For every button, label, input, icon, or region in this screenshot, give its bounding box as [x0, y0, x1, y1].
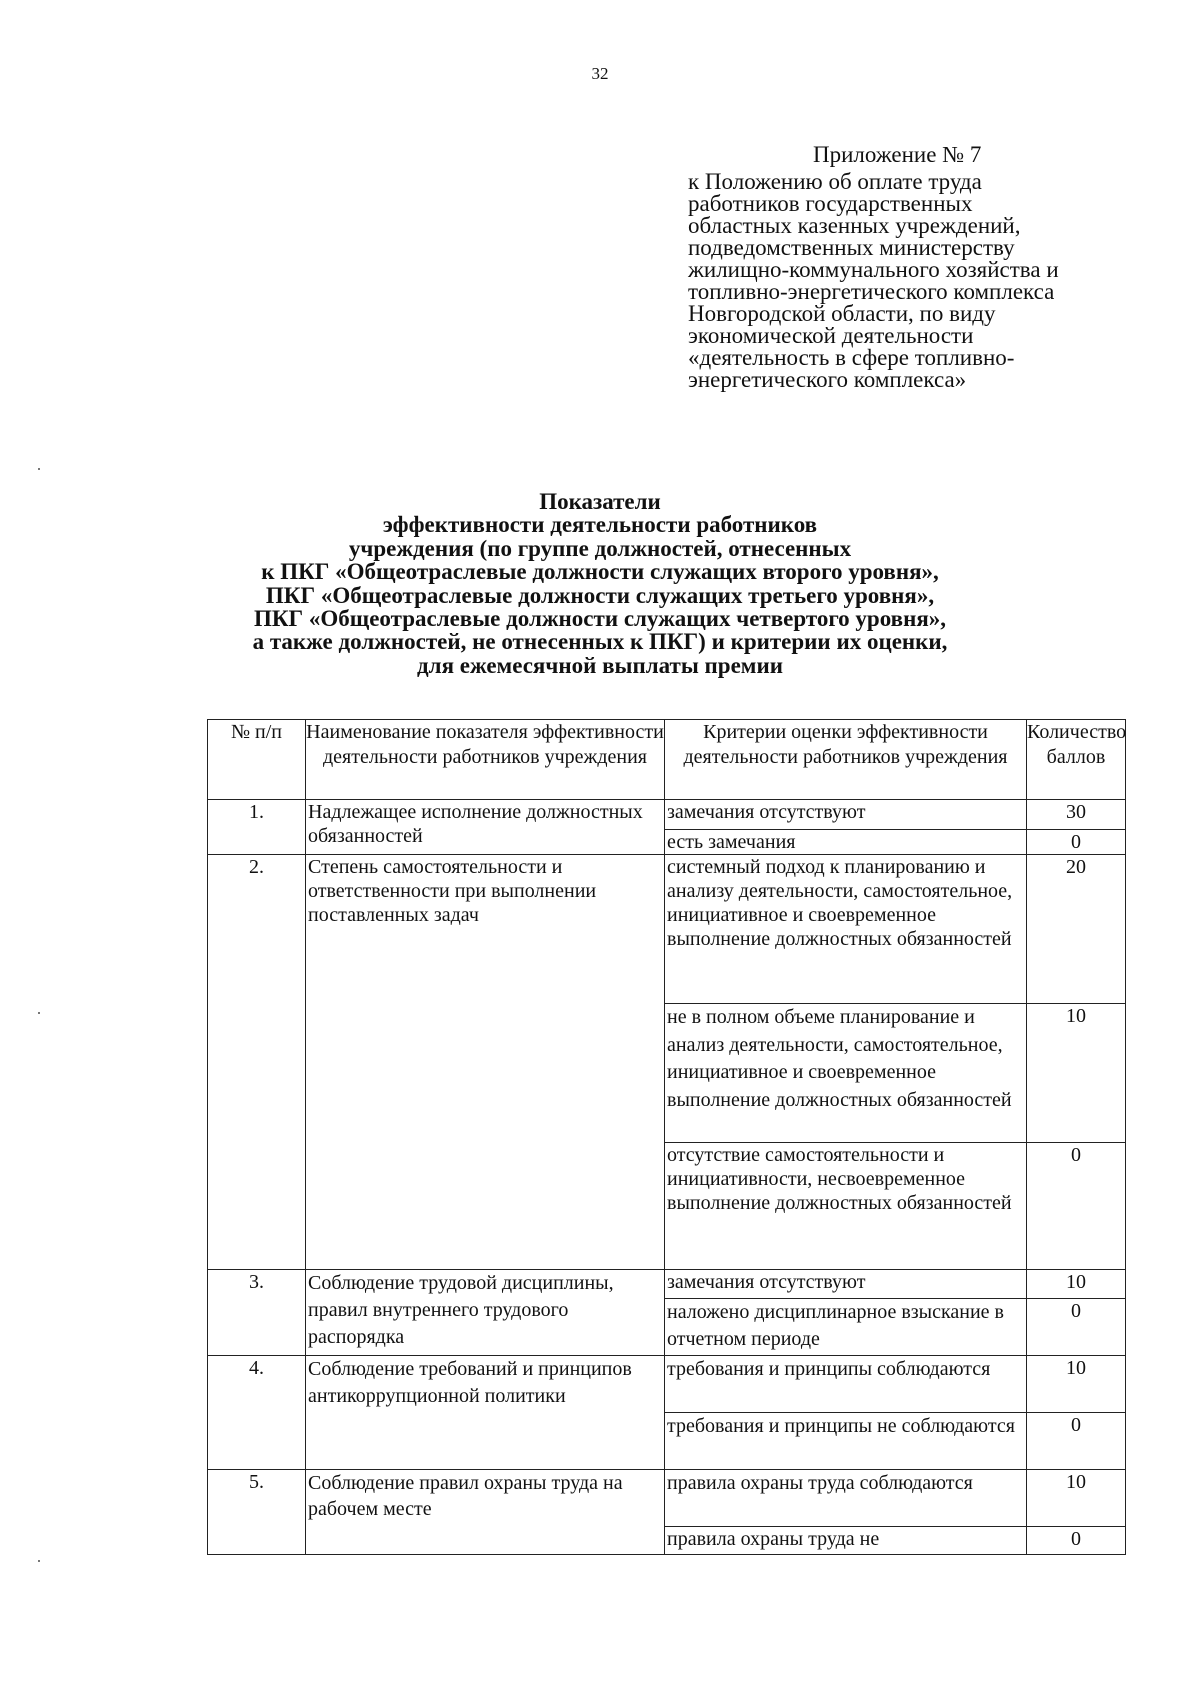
row-number: 1.: [208, 800, 306, 855]
table-row: [208, 1356, 1126, 1413]
points-cell: 0: [1027, 1413, 1126, 1470]
title-line: для ежемесячной выплаты премии: [417, 652, 783, 678]
title-line: учреждения (по группе должностей, отнесенных: [348, 535, 852, 561]
header-points: Количество баллов: [1027, 720, 1126, 800]
points-cell: 0: [1027, 830, 1126, 855]
document-title: [0, 490, 1200, 677]
criterion-cell: есть замечания: [665, 830, 1027, 855]
margin-mark: [38, 468, 40, 470]
points-cell: 30: [1027, 800, 1126, 830]
table-row: [208, 1470, 1126, 1527]
points-cell: 10: [1027, 1004, 1126, 1143]
points-cell: 0: [1027, 1143, 1126, 1270]
criterion-cell: системный подход к планированию и анализу деятельности, самостоятельное, инициативное и своевременное выполнение должностных обязанностей: [665, 855, 1027, 1004]
title-line: ПКГ «Общеотраслевые должности служащих третьего уровня»,: [265, 582, 935, 608]
appendix-line: работников государственных: [688, 191, 973, 216]
page-number: 32: [591, 64, 609, 83]
appendix-title: Приложение № 7: [813, 142, 982, 167]
row-number: 3.: [208, 1270, 306, 1356]
indicator-cell: Степень самостоятельности и ответственности при выполнении поставленных задач: [306, 855, 665, 1270]
points-cell: 0: [1027, 1299, 1126, 1356]
criterion-cell: требования и принципы соблюдаются: [665, 1356, 1027, 1413]
appendix-line: областных казенных учреждений,: [688, 213, 1021, 238]
appendix-line: Новгородской области, по виду: [688, 301, 996, 326]
table-row: [208, 800, 1126, 830]
criterion-cell: правила охраны труда не: [665, 1527, 1027, 1555]
title-line: к ПКГ «Общеотраслевые должности служащих второго уровня»,: [261, 559, 939, 585]
criterion-cell: требования и принципы не соблюдаются: [665, 1413, 1027, 1470]
margin-mark: [38, 1560, 40, 1562]
points-cell: 10: [1027, 1270, 1126, 1299]
row-number: 4.: [208, 1356, 306, 1470]
title-line: а также должностей, не отнесенных к ПКГ) и критерии их оценки,: [252, 629, 948, 655]
header-indicator: Наименование показателя эффективности деятельности работников учреждения: [306, 720, 665, 800]
criterion-cell: замечания отсутствуют: [665, 800, 1027, 830]
table-header-row: [208, 720, 1126, 800]
points-cell: 20: [1027, 855, 1126, 1004]
appendix-line: подведомственных министерству: [688, 235, 1015, 260]
title-line: ПКГ «Общеотраслевые должности служащих четвертого уровня»,: [253, 606, 947, 632]
indicator-cell: Надлежащее исполнение должностных обязанностей: [306, 800, 665, 855]
table-row: [208, 855, 1126, 1004]
criterion-cell: замечания отсутствуют: [665, 1270, 1027, 1299]
appendix-line: «деятельность в сфере топливно-: [688, 345, 1015, 370]
points-cell: 10: [1027, 1470, 1126, 1527]
indicator-cell: Соблюдение требований и принципов антикоррупционной политики: [306, 1356, 665, 1470]
title-line: эффективности деятельности работников: [382, 512, 818, 538]
row-number: 5.: [208, 1470, 306, 1555]
header-num: № п/п: [208, 720, 306, 800]
row-number: 2.: [208, 855, 306, 1270]
criterion-cell: отсутствие самостоятельности и инициативности, несвоевременное выполнение должностных обязанностей: [665, 1143, 1027, 1270]
title-line: Показатели: [539, 489, 661, 514]
criteria-table: [207, 719, 1126, 1555]
margin-mark: [38, 1012, 40, 1014]
table-row: [208, 1270, 1126, 1299]
points-cell: 0: [1027, 1527, 1126, 1555]
indicator-cell: Соблюдение правил охраны труда на рабочем месте: [306, 1470, 665, 1555]
criterion-cell: не в полном объеме планирование и анализ деятельности, самостоятельное, инициативное и своевременное выполнение должностных обязанностей: [665, 1004, 1027, 1143]
header-criteria: Критерии оценки эффективности деятельности работников учреждения: [665, 720, 1027, 800]
indicator-cell: Соблюдение трудовой дисциплины, правил внутреннего трудового распорядка: [306, 1270, 665, 1356]
points-cell: 10: [1027, 1356, 1126, 1413]
appendix-description: [688, 171, 1188, 391]
appendix-line: экономической деятельности: [688, 323, 974, 348]
appendix-line: топливно-энергетического комплекса: [688, 279, 1055, 304]
criterion-cell: наложено дисциплинарное взыскание в отчетном периоде: [665, 1299, 1027, 1356]
criterion-cell: правила охраны труда соблюдаются: [665, 1470, 1027, 1527]
appendix-line: жилищно-коммунального хозяйства и: [688, 257, 1059, 282]
appendix-line: энергетического комплекса»: [688, 367, 967, 392]
appendix-line: к Положению об оплате труда: [688, 169, 982, 194]
